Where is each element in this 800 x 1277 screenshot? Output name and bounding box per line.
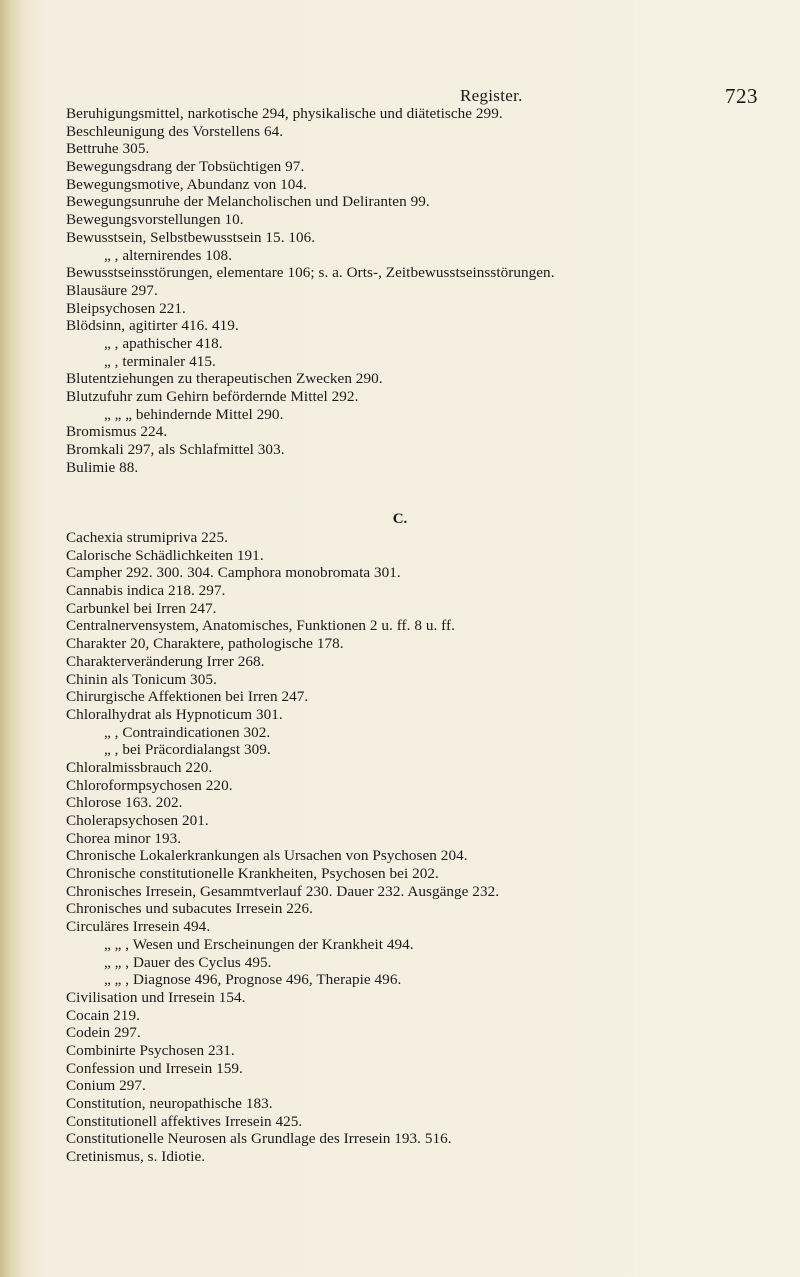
index-entry: Chronisches Irresein, Gesammtverlauf 230. Dauer 232. Ausgänge 232. [66,882,500,900]
index-entry: Chloroformpsychosen 220. [66,776,233,794]
index-subentry: „ „ „ behindernde Mittel 290. [104,405,284,423]
index-entry: Constitutionelle Neurosen als Grundlage des Irresein 193. 516. [66,1130,452,1148]
index-entry: Beruhigungsmittel, narkotische 294, physikalische und diätetische 299. [66,105,503,122]
index-entry: Civilisation und Irresein 154. [66,988,246,1006]
index-subentry: „ , Contraindicationen 302. [104,723,271,741]
index-entry: Cretinismus, s. Idiotie. [66,1148,206,1166]
section-heading-c: C. [392,511,408,527]
index-entry: Chlorose 163. 202. [66,794,183,812]
index-entry: Blutentziehungen zu therapeutischen Zwecken 290. [66,370,383,388]
index-entry: Chirurgische Affektionen bei Irren 247. [66,688,309,706]
index-entry: Chloralhydrat als Hypnoticum 301. [66,705,283,723]
index-subentry: „ „ , Dauer des Cyclus 495. [104,953,272,971]
running-title: Register. [460,86,523,105]
index-entry: Cholerapsychosen 201. [66,812,209,829]
index-entry: Chorea minor 193. [66,829,182,847]
index-subentry: „ „ , Diagnose 496, Prognose 496, Therapie 496. [104,971,402,989]
index-entry: Campher 292. 300. 304. Camphora monobromata 301. [66,564,401,582]
index-entry: Codein 297. [66,1024,141,1042]
index-entry: Circuläres Irresein 494. [66,918,211,936]
index-entry: Centralnervensystem, Anatomisches, Funktionen 2 u. ff. 8 u. ff. [66,617,455,635]
index-subentry: „ , bei Präcordialangst 309. [104,741,271,759]
index-entry: Blausäure 297. [66,281,158,299]
index-entry: Cachexia strumipriva 225. [66,529,228,546]
index-entry: Blödsinn, agitirter 416. 419. [66,317,239,335]
index-entry: Constitutionell affektives Irresein 425. [66,1112,303,1130]
index-entry: Chinin als Tonicum 305. [66,670,217,688]
index-entry: Bromismus 224. [66,423,168,441]
index-entry: Chronische Lokalerkrankungen als Ursachen von Psychosen 204. [66,847,468,865]
index-entry: Cocain 219. [66,1006,140,1024]
index-entry: Calorische Schädlichkeiten 191. [66,546,264,564]
index-entry: Bulimie 88. [66,458,139,476]
index-entry: Bewegungsdrang der Tobsüchtigen 97. [66,158,305,176]
index-section-b [66,105,766,476]
index-entry: Bewusstseinsstörungen, elementare 106; s. a. Orts-, Zeitbewusstseinsstörungen. [66,264,555,282]
index-entry: Constitution, neuropathische 183. [66,1095,273,1112]
index-entry: Conium 297. [66,1077,146,1095]
index-entry: Charakter 20, Charaktere, pathologische 178. [66,635,344,653]
index-entry: Bleipsychosen 221. [66,299,186,317]
index-entry: Bewegungsmotive, Abundanz von 104. [66,175,307,193]
index-entry: Chronische constitutionelle Krankheiten, Psychosen bei 202. [66,865,439,883]
index-subentry: „ , alternirendes 108. [104,246,233,264]
index-entry: Bewegungsvorstellungen 10. [66,211,244,229]
index-entry: Beschleunigung des Vorstellens 64. [66,122,284,140]
index-entry: Carbunkel bei Irren 247. [66,599,217,617]
index-subentry: „ , terminaler 415. [104,352,216,370]
index-entry: Chloralmissbrauch 220. [66,758,213,776]
index-entry: Bettruhe 305. [66,140,150,158]
index-entry: Bewegungsunruhe der Melancholischen und Deliranten 99. [66,193,430,211]
index-entry: Bewusstsein, Selbstbewusstsein 15. 106. [66,228,316,246]
index-section-c [66,529,766,1166]
index-entry: Bromkali 297, als Schlafmittel 303. [66,441,285,459]
index-entry: Charakterveränderung Irrer 268. [66,652,265,670]
index-entry: Cannabis indica 218. 297. [66,582,226,600]
index-entry: Blutzufuhr zum Gehirn befördernde Mittel 292. [66,388,359,405]
index-subentry: „ „ , Wesen und Erscheinungen der Krankheit 494. [104,935,414,953]
index-entry: Combinirte Psychosen 231. [66,1041,235,1059]
index-entry: Confession und Irresein 159. [66,1059,243,1077]
index-entry: Chronisches und subacutes Irresein 226. [66,900,314,918]
page-number: 723 [725,84,758,108]
index-subentry: „ , apathischer 418. [104,334,223,352]
